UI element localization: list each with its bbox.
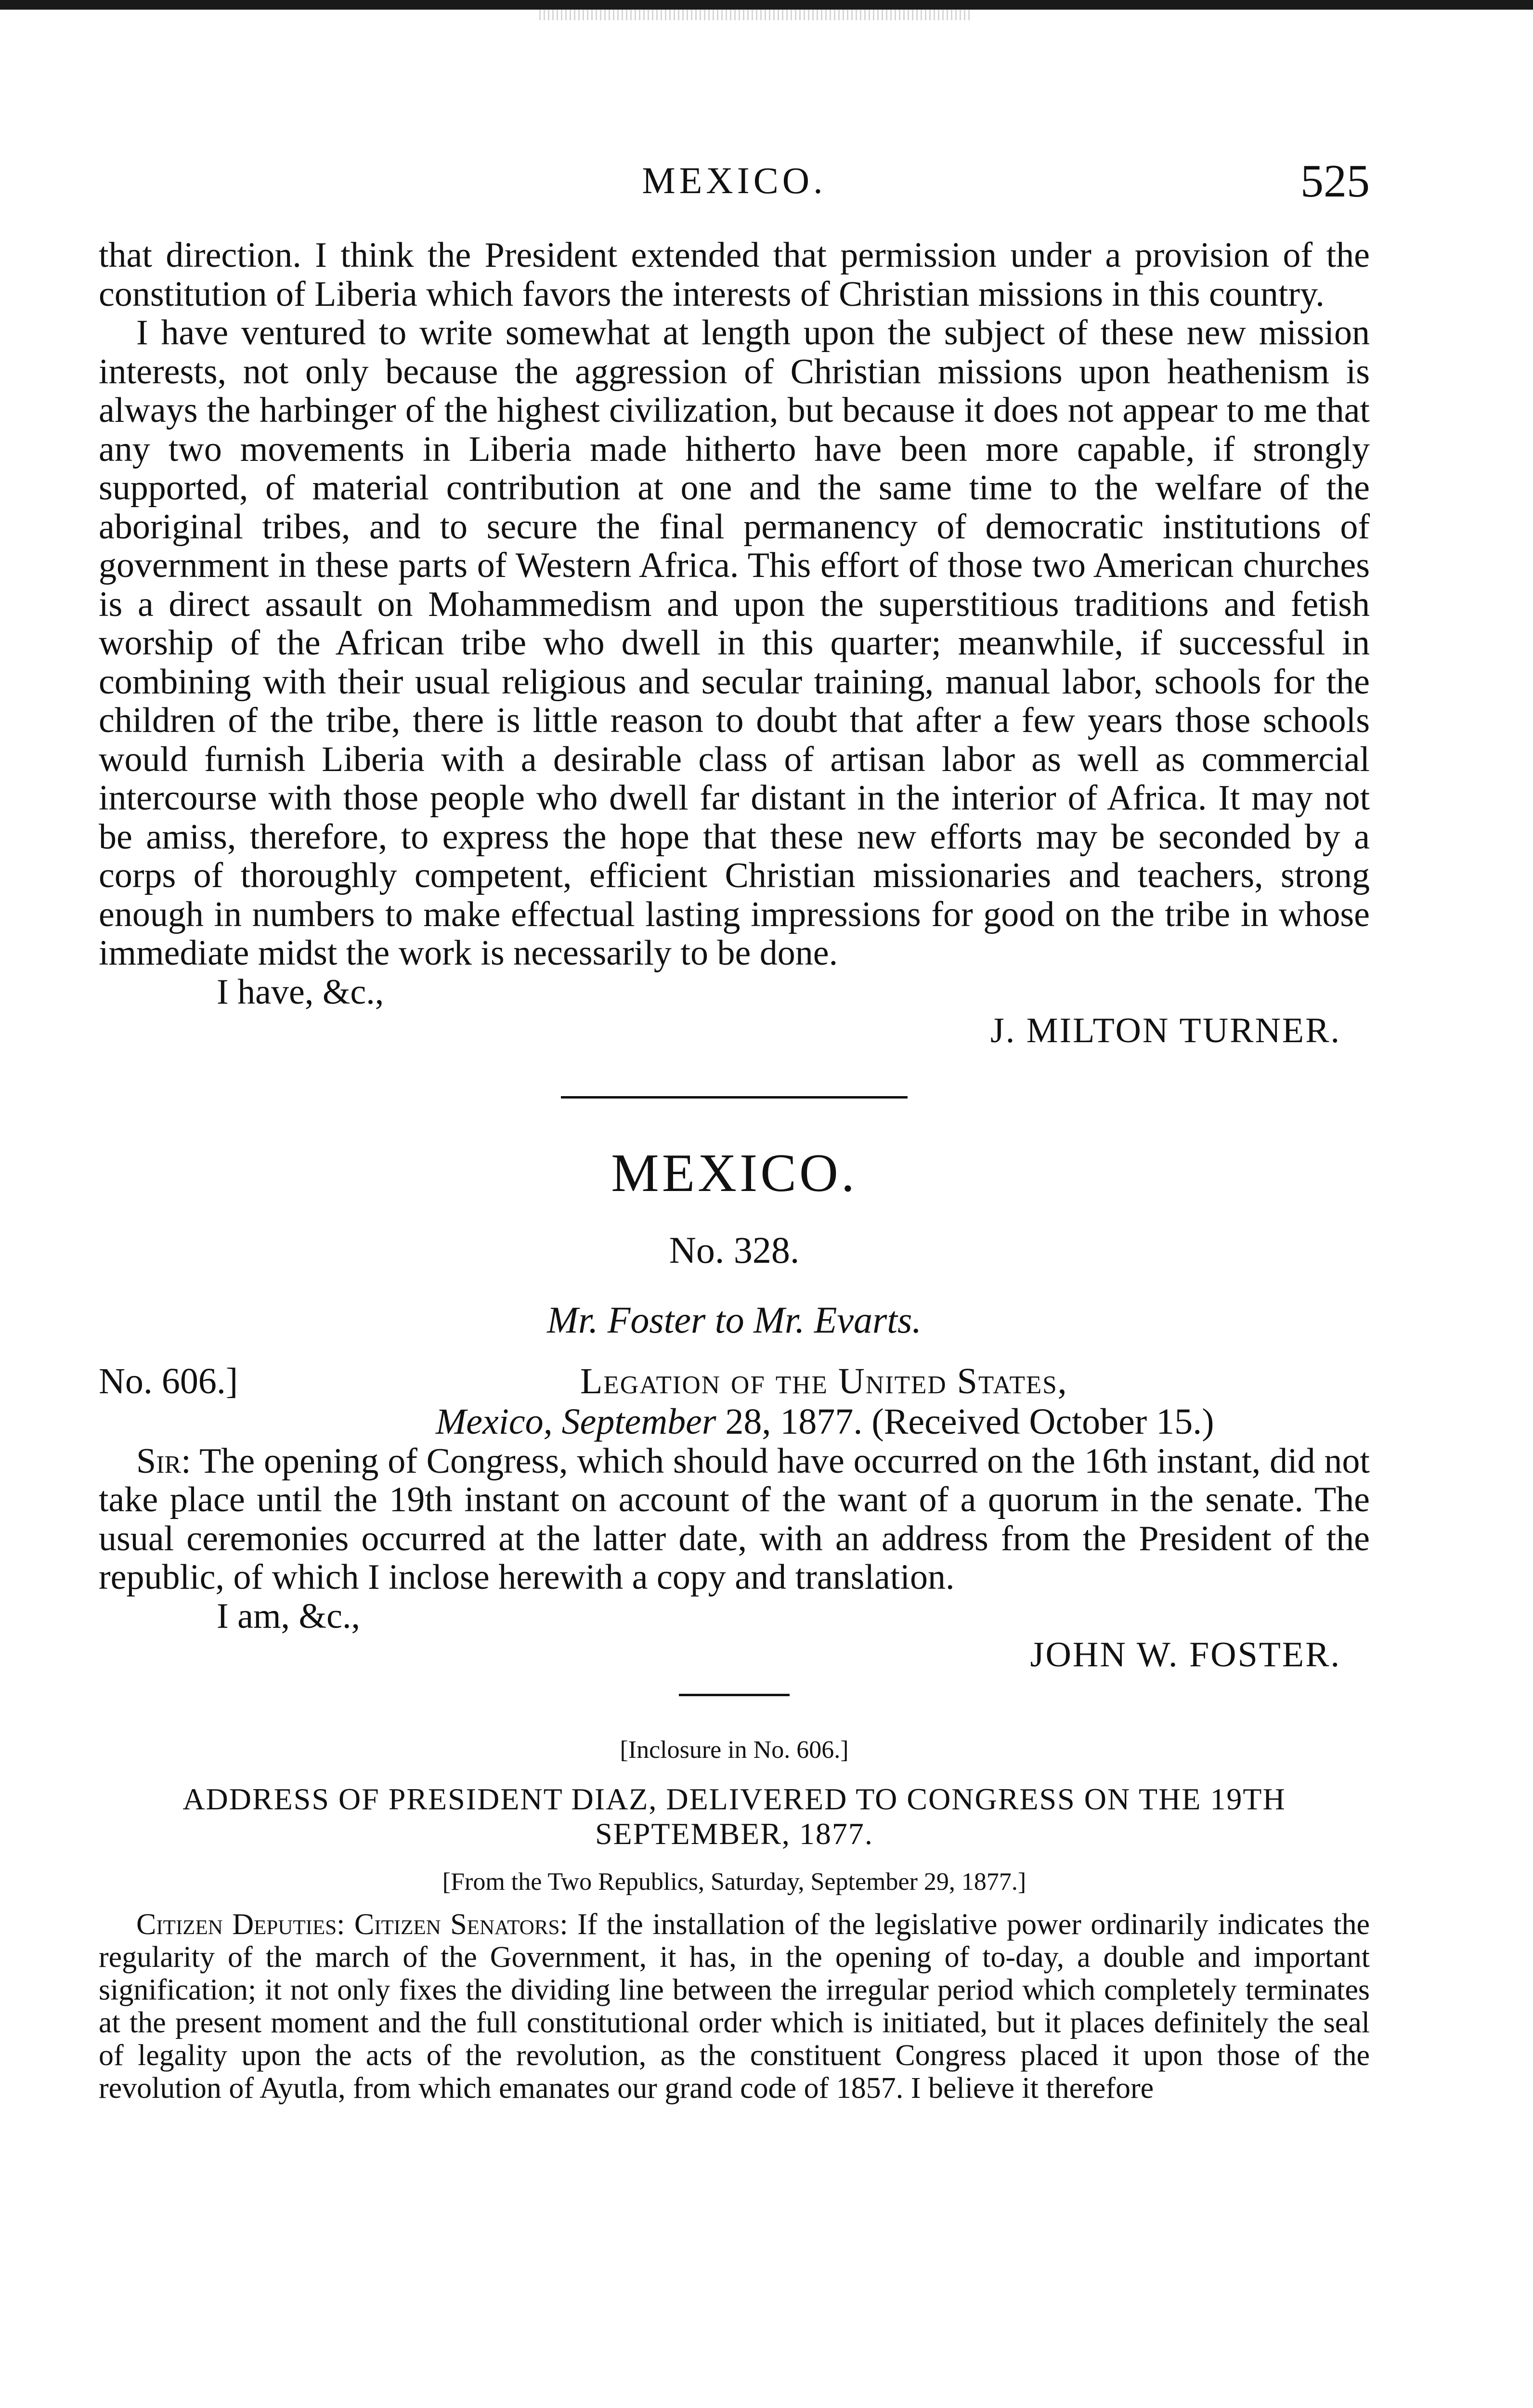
page-body — [99, 236, 1370, 2105]
scan-top-border — [0, 0, 1533, 10]
source-note: [From the Two Republics, Saturday, September 29, 1877.] — [442, 1868, 1026, 1896]
inclosure-label: [Inclosure in No. 606.] — [620, 1736, 849, 1764]
signature: JOHN W. FOSTER. — [1030, 1635, 1341, 1675]
place: Mexico, — [436, 1401, 553, 1442]
place-date-line — [436, 1401, 1214, 1442]
dispatch-text: The opening of Congress, which should have occurred on the 16th instant, did not take place until the 19th instant on account of the want of a quorum in the senate. The usual ceremonies occurred at the latter date, with an address from the President of the republic, of which I inclose herewith a copy and translation. — [99, 1441, 1370, 1597]
running-head-title: MEXICO. — [642, 159, 827, 201]
dispatch-header — [99, 1361, 1370, 1442]
running-head — [99, 154, 1370, 207]
dispatch-closing: I am, &c., — [217, 1596, 360, 1636]
address-text: If the installation of the legislative power ordinarily indicates the regularity of the march of the Government, it has, in the opening of to-day, a double and important signification; it not only fixes the dividing line between the irregular period which completely terminates at the present moment and the full constitutional order which is initiated, but it places definitely the seal of legality upon the acts of the revolution, as the constituent Congress placed it upon those of the revolution of Ayutla, from which emanates our grand code of 1857. I believe it therefore — [99, 1908, 1370, 2105]
salutation: Sir: — [136, 1441, 191, 1481]
paragraph: that direction. I think the President extended that permission under a provision of the constitution of Liberia which favors the interests of Christian missions in this country. — [99, 236, 1370, 314]
address-salutation: Citizen Deputies: Citizen Senators: — [136, 1908, 568, 1941]
signature: J. MILTON TURNER. — [990, 1011, 1341, 1050]
paragraph: I have ventured to write somewhat at length upon the subject of these new mission interests, not only because the aggression of Christian missions upon heathenism is always the harbinger of the highest civilization, but because it does not appear to me that any two movements in Liberia made hitherto have been more capable, if strongly supported, of material contribution at one and the same time to the welfare of the aboriginal tribes, and to secure the final permanency of democratic institutions of government in these parts of Western Africa. This effort of those two American churches is a direct assault on Mohammedism and upon the superstitious traditions and fetish worship of the African tribe who dwell in this quarter; meanwhile, if successful in combining with their usual religious and secular training, manual labor, schools for the children of the tribe, there is little reason to doubt that after a few years those schools would furnish Liberia with a desirable class of artisan labor as well as commercial intercourse with those people who dwell far distant in the interior of Africa. It may not be amiss, therefore, to express the hope that these new efforts may be seconded by a corps of thoroughly competent, efficient Christian missionaries and teachers, strong enough in numbers to make effectual lasting impressions for good on the tribe in whose immediate midst the work is necessarily to be done. — [99, 313, 1370, 973]
address-title: ADDRESS OF PRESIDENT DIAZ, DELIVERED TO CONGRESS ON THE 19TH SEPTEMBER, 1877. — [182, 1781, 1286, 1851]
dispatch-number: No. 606.] — [99, 1361, 238, 1401]
correspondents: Mr. Foster to Mr. Evarts. — [547, 1298, 922, 1341]
date-rest: 28, 1877. — [725, 1401, 863, 1442]
received-date: (Received October 15.) — [871, 1401, 1214, 1442]
address-paragraph — [99, 1908, 1370, 2105]
page-number: 525 — [1300, 155, 1370, 207]
scan-noise — [539, 10, 973, 20]
section-heading: MEXICO. — [611, 1143, 857, 1203]
document-number: No. 328. — [669, 1229, 800, 1271]
dispatch-body — [99, 1442, 1370, 1597]
legation-line: Legation of the United States, — [580, 1361, 1068, 1401]
letter-closing: I have, &c., — [217, 972, 384, 1012]
date-month: September — [561, 1401, 716, 1442]
